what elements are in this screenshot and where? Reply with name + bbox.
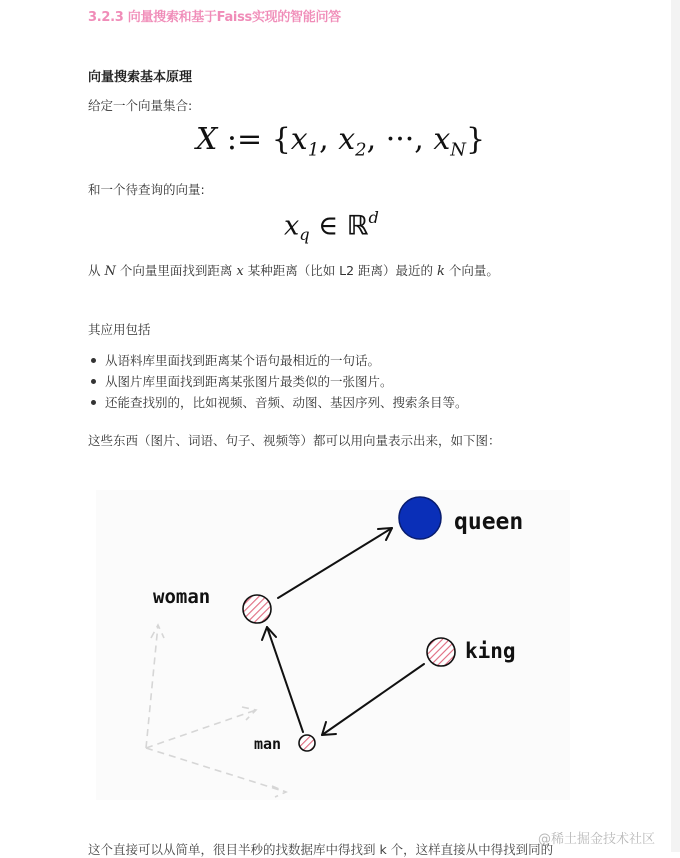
formula-query-sub: q bbox=[299, 224, 310, 244]
section-title: 3.2.3 向量搜索和基于Faiss实现的智能问答 bbox=[88, 10, 341, 25]
list-item: 从图片库里面找到距离某张图片最类似的一张图片。 bbox=[88, 371, 468, 392]
formula-x1: x bbox=[290, 122, 308, 157]
formula-sub-N: N bbox=[450, 139, 467, 161]
formula-vector-set: X := {$x_1$, $x_2$, ···, $x_N$} bbox=[196, 122, 486, 161]
find-mid1: 个向量里面找到距离 bbox=[119, 263, 233, 278]
label-man: man bbox=[254, 735, 282, 753]
subsection-title: 向量搜索基本原理 bbox=[88, 70, 193, 85]
formula-in: ∈ bbox=[318, 210, 339, 242]
find-post: 个向量。 bbox=[448, 263, 499, 278]
word-vector-diagram bbox=[96, 490, 570, 800]
math-N: N bbox=[104, 264, 116, 279]
para-applications: 其应用包括 bbox=[88, 322, 151, 337]
formula-sub-1: 1 bbox=[307, 139, 320, 161]
watermark: @稀土掘金技术社区 bbox=[538, 832, 656, 847]
label-woman: woman bbox=[153, 586, 211, 608]
formula-query bbox=[284, 208, 379, 244]
formula-xN: x bbox=[433, 122, 451, 157]
para-find-nearest bbox=[88, 261, 499, 279]
man-point bbox=[299, 735, 315, 751]
formula-field: ℝ bbox=[346, 210, 369, 242]
list-item: 还能查找别的，比如视频、音频、动图、基因序列、搜索条目等。 bbox=[88, 392, 468, 413]
find-pre: 从 bbox=[88, 263, 101, 278]
list-item: 从语料库里面找到距离某个语句最相近的一句话。 bbox=[88, 350, 468, 371]
applications-list bbox=[88, 350, 468, 413]
formula-query-var: x bbox=[284, 210, 300, 242]
word-vector-figure bbox=[96, 490, 570, 800]
formula-exp: d bbox=[368, 208, 379, 227]
math-x: x bbox=[236, 264, 244, 279]
queen-point bbox=[399, 497, 441, 539]
find-mid2: 某种距离（比如 L2 距离）最近的 bbox=[247, 263, 434, 278]
formula-def-op: := bbox=[226, 122, 263, 157]
king-point bbox=[427, 638, 455, 666]
scrollbar-track[interactable] bbox=[671, 0, 680, 852]
formula-x2: x bbox=[338, 122, 356, 157]
para-given-set: 给定一个向量集合: bbox=[88, 98, 193, 113]
formula-lhs: X bbox=[196, 122, 218, 157]
para-query-vector: 和一个待查询的向量: bbox=[88, 182, 205, 197]
label-king: king bbox=[465, 639, 516, 663]
formula-dots: ··· bbox=[385, 122, 415, 157]
woman-point bbox=[243, 595, 271, 623]
next-paragraph-cut: 这个直接可以从简单，很目半秒的找数据库中得找到 k 个，这样直接从中得找到同的 bbox=[88, 842, 554, 857]
formula-sub-2: 2 bbox=[355, 139, 367, 161]
label-queen: queen bbox=[454, 509, 524, 535]
math-k: k bbox=[437, 264, 445, 279]
para-vector-representation: 这些东西（图片、词语、句子、视频等）都可以用向量表示出来，如下图： bbox=[88, 433, 501, 448]
